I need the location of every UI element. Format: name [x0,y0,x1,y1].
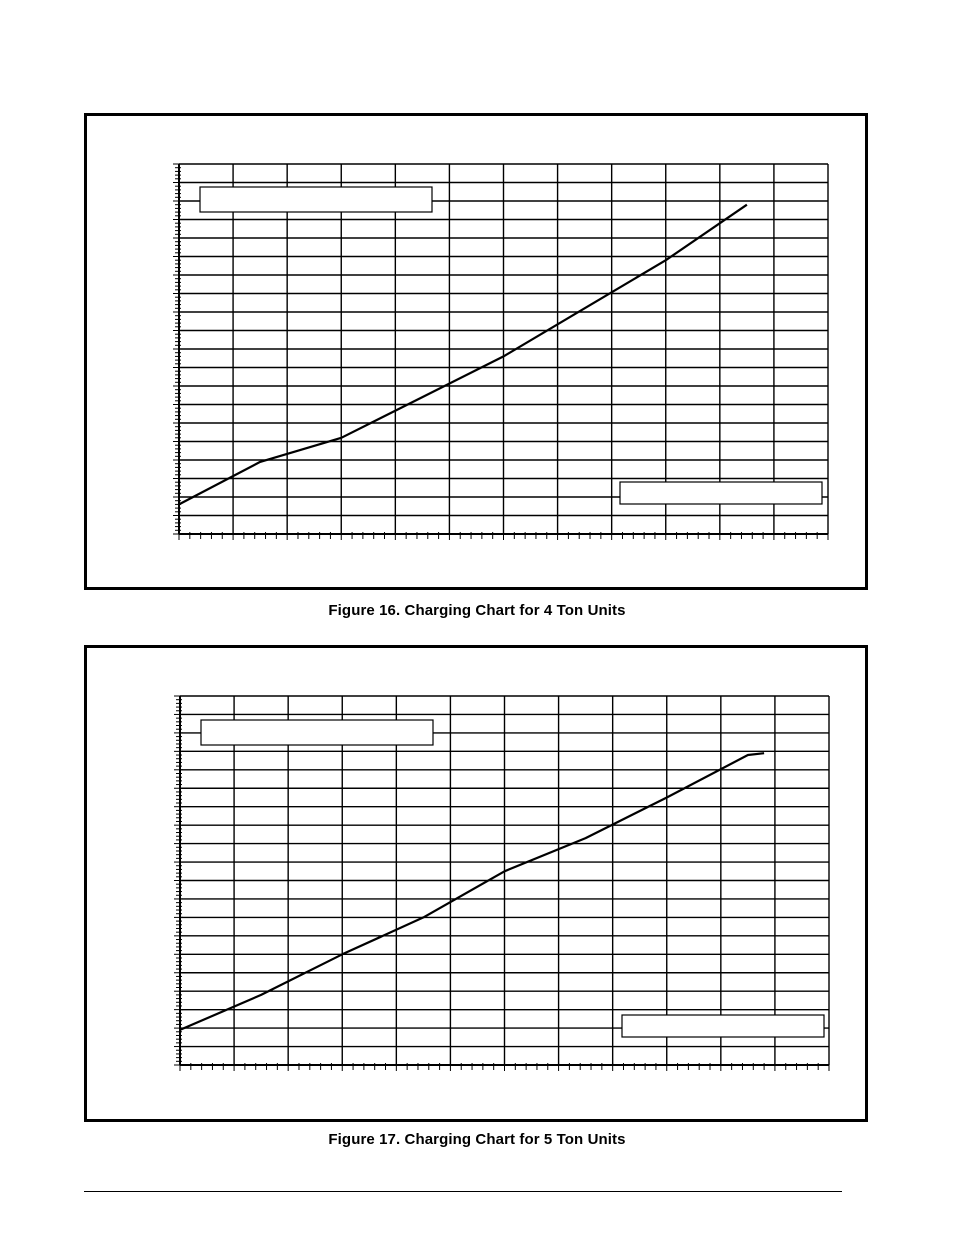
legend-box-bottom-right [622,1015,824,1037]
legend-box-top-left [200,187,432,212]
figure-17-caption: Figure 17. Charging Chart for 5 Ton Units [328,1131,626,1148]
footer-rule [84,1191,842,1192]
legend-box-bottom-right [620,482,822,504]
chart-frame-figure-17 [84,645,868,1122]
chart-figure-16 [87,116,871,593]
chart-frame-figure-16 [84,113,868,590]
chart-figure-17 [87,648,871,1125]
figure-16-caption: Figure 16. Charging Chart for 4 Ton Units [328,602,626,619]
series-line [180,753,764,1030]
legend-box-top-left [201,720,433,745]
